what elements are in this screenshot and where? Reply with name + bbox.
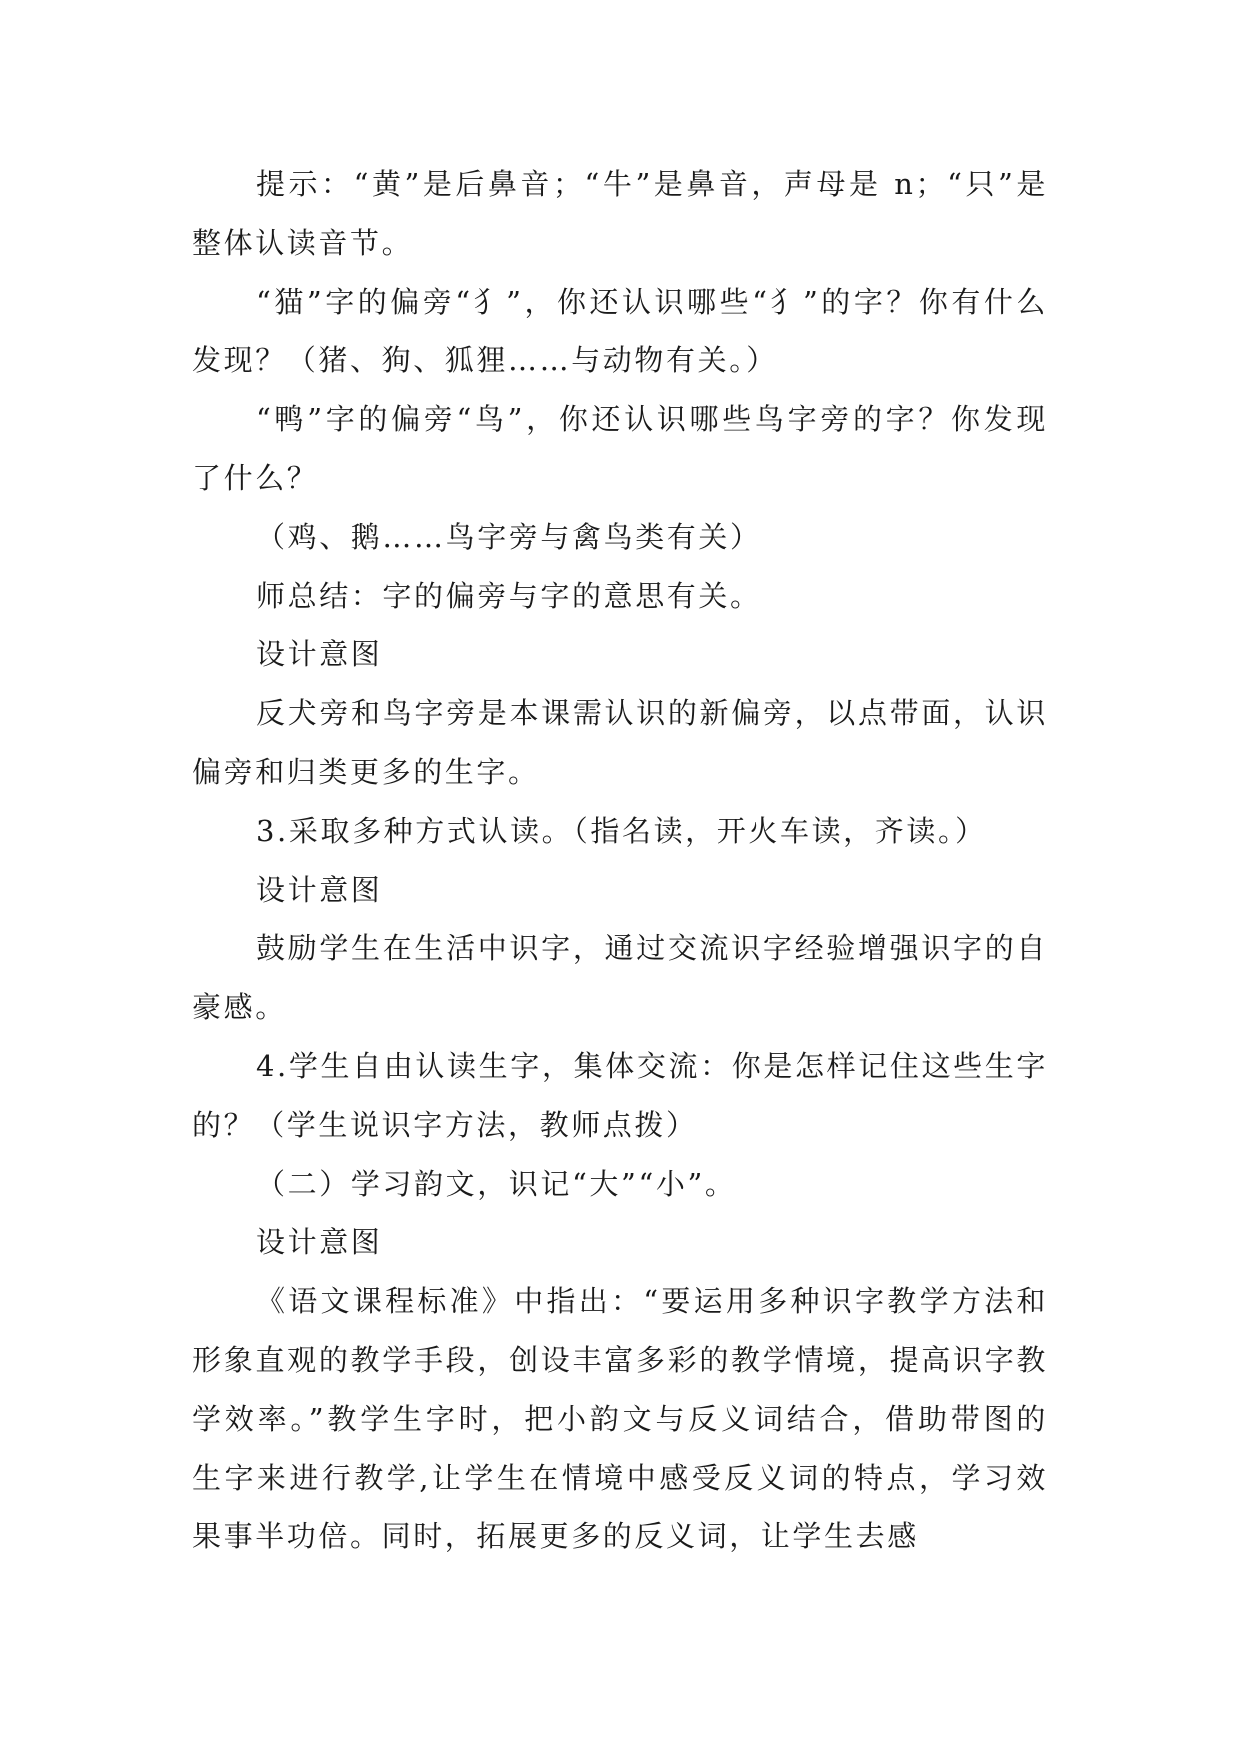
paragraph-curriculum-standard: 《语文课程标准》中指出：“要运用多种识字教学方法和形象直观的教学手段，创设丰富多彩的教学情境，提高识字教学效率。”教学生字时，把小韵文与反义词结合，借助带图的生字来进行教学,让学生在情境中感受反义词的特点，学习效果事半功倍。同时，拓展更多的反义词，让学生去感 [192, 1284, 1048, 1554]
paragraph-encourage-literacy: 鼓励学生在生活中识字，通过交流识字经验增强识字的自豪感。 [192, 931, 1048, 1025]
section-heading-rhyme: （二）学习韵文，识记“大”“小”。 [256, 1166, 737, 1201]
heading-design-intent: 设计意图 [256, 872, 383, 907]
paragraph-hint: 提示：“黄”是后鼻音；“牛”是鼻音，声母是 n；“只”是整体认读音节。 [192, 167, 1048, 260]
document-body [192, 155, 1048, 1566]
paragraph-bird-examples: （鸡、鹅……鸟字旁与禽鸟类有关） [256, 519, 762, 554]
heading-design-intent: 设计意图 [256, 1225, 383, 1260]
paragraph-duck-radical: “鸭”字的偏旁“鸟”，你还认识哪些鸟字旁的字？你发现了什么？ [192, 402, 1048, 495]
heading-design-intent: 设计意图 [256, 637, 383, 672]
paragraph-step-4: 4.学生自由认读生字，集体交流：你是怎样记住这些生字的？（学生说识字方法，教师点拨） [192, 1048, 1048, 1142]
paragraph-teacher-summary: 师总结：字的偏旁与字的意思有关。 [256, 578, 762, 613]
paragraph-step-3: 3.采取多种方式认读。（指名读，开火车读，齐读。） [256, 813, 987, 848]
paragraph-cat-radical: “猫”字的偏旁“犭”，你还认识哪些“犭”的字？你有什么发现？（猪、狗、狐狸……与动物有关。） [192, 284, 1048, 378]
paragraph-new-radicals: 反犬旁和鸟字旁是本课需认识的新偏旁，以点带面，认识偏旁和归类更多的生字。 [192, 696, 1048, 789]
